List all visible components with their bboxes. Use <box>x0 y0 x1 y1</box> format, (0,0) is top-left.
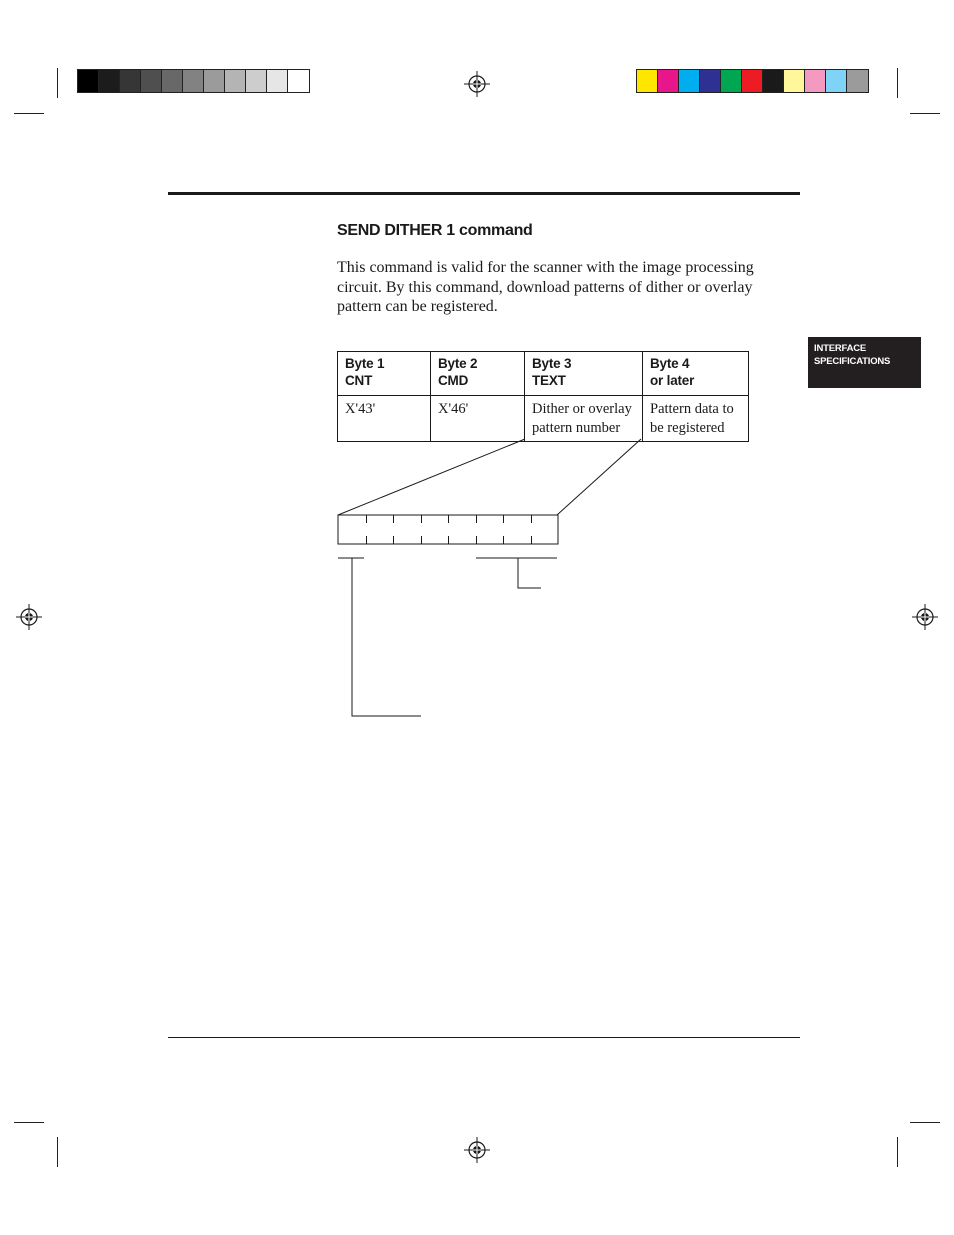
header-line: Byte 2 <box>438 356 478 371</box>
header-line: Byte 4 <box>650 356 690 371</box>
header-line: TEXT <box>532 373 566 388</box>
header-line: CNT <box>345 373 373 388</box>
section-heading: SEND DITHER 1 command <box>337 222 533 239</box>
header-line: Byte 1 <box>345 356 385 371</box>
side-tab-line: SPECIFICATIONS <box>814 356 891 367</box>
cell-line: Dither or overlay <box>532 401 632 417</box>
header-line: CMD <box>438 373 469 388</box>
bracket-high-bit-leader <box>352 558 421 716</box>
cell-line: be registered <box>650 420 725 436</box>
cell-line: Pattern data to <box>650 401 734 417</box>
bit-dividers <box>367 515 532 544</box>
header-line: or later <box>650 373 695 388</box>
bracket-low-bits-leader <box>518 558 541 588</box>
cell-line: X'43' <box>345 401 376 417</box>
header-line: Byte 3 <box>532 356 572 371</box>
cell-line: pattern number <box>532 420 621 436</box>
expansion-line-right <box>557 439 641 515</box>
cell-line: X'46' <box>438 401 469 417</box>
expansion-line-left <box>338 439 525 515</box>
side-tab-line: INTERFACE <box>814 343 867 354</box>
description-paragraph: This command is valid for the scanner with the image processing circuit. By this command, download patterns of dither or overlay pattern can be registered. <box>337 259 754 315</box>
